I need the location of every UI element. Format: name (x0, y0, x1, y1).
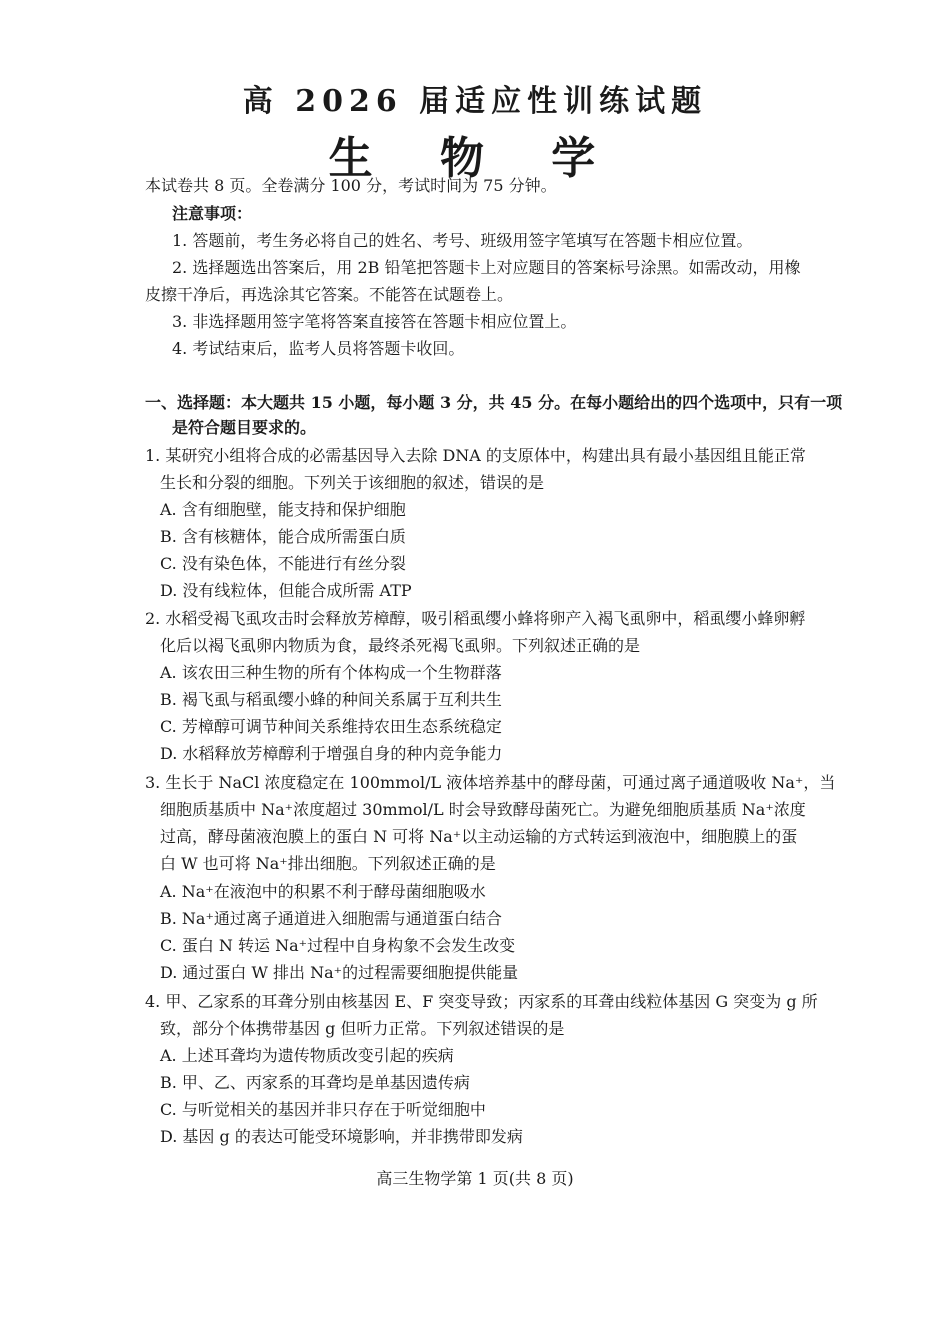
answer-option: A. Na⁺在液泡中的积累不利于酵母菌细胞吸水 (160, 882, 486, 901)
answer-option: C. 蛋白 N 转运 Na⁺过程中自身构象不会发生改变 (160, 936, 516, 955)
question-stem: 致，部分个体携带基因 g 但听力正常。下列叙述错误的是 (160, 1019, 565, 1038)
question-stem: 细胞质基质中 Na⁺浓度超过 30mmol/L 时会导致酵母菌死亡。为避免细胞质基质 Na⁺浓度 (160, 800, 806, 819)
answer-option: D. 没有线粒体，但能合成所需 ATP (160, 581, 412, 600)
answer-option: A. 该农田三种生物的所有个体构成一个生物群落 (160, 663, 502, 682)
question-stem: 过高，酵母菌液泡膜上的蛋白 N 可将 Na⁺以主动运输的方式转运到液泡中，细胞膜上的蛋 (160, 827, 798, 846)
note-line: 3. 非选择题用签字笔将答案直接答在答题卡相应位置上。 (172, 312, 577, 331)
answer-option: B. 含有核糖体，能合成所需蛋白质 (160, 527, 406, 546)
question-stem: 生长和分裂的细胞。下列关于该细胞的叙述，错误的是 (160, 473, 545, 492)
question-stem: 4. 甲、乙家系的耳聋分别由核基因 E、F 突变导致；丙家系的耳聋由线粒体基因 G 突变为 g 所 (145, 992, 818, 1011)
answer-option: D. 基因 g 的表达可能受环境影响，并非携带即发病 (160, 1127, 523, 1146)
note-line: 4. 考试结束后，监考人员将答题卡收回。 (172, 339, 465, 358)
answer-option: A. 含有细胞壁，能支持和保护细胞 (160, 500, 406, 519)
notes-heading: 注意事项： (172, 204, 253, 223)
subject-title: 生 物 学 (328, 133, 622, 184)
answer-option: C. 与听觉相关的基因并非只存在于听觉细胞中 (160, 1100, 486, 1119)
answer-option: B. 褐飞虱与稻虱缨小蜂的种间关系属于互利共生 (160, 690, 502, 709)
answer-option: C. 没有染色体，不能进行有丝分裂 (160, 554, 406, 573)
question-stem: 1. 某研究小组将合成的必需基因导入去除 DNA 的支原体中，构建出具有最小基因组且能正常 (145, 446, 806, 465)
answer-option: A. 上述耳聋均为遗传物质改变引起的疾病 (160, 1046, 454, 1065)
intro-text: 本试卷共 8 页。全卷满分 100 分，考试时间为 75 分钟。 (145, 176, 557, 195)
page-footer: 高三生物学第 1 页(共 8 页) (376, 1169, 574, 1188)
answer-option: D. 水稻释放芳樟醇利于增强自身的种内竞争能力 (160, 744, 503, 763)
question-stem: 3. 生长于 NaCl 浓度稳定在 100mmol/L 液体培养基中的酵母菌，可通过离子通道吸收 Na⁺，当 (145, 773, 836, 792)
answer-option: B. Na⁺通过离子通道进入细胞需与通道蛋白结合 (160, 909, 502, 928)
section-heading: 一、选择题：本大题共 15 小题，每小题 3 分，共 45 分。在每小题给出的四个选项中，只有一项 (145, 393, 843, 412)
answer-option: D. 通过蛋白 W 排出 Na⁺的过程需要细胞提供能量 (160, 963, 519, 982)
answer-option: C. 芳樟醇可调节种间关系维持农田生态系统稳定 (160, 717, 502, 736)
answer-option: B. 甲、乙、丙家系的耳聋均是单基因遗传病 (160, 1073, 470, 1092)
note-line: 2. 选择题选出答案后，用 2B 铅笔把答题卡上对应题目的答案标号涂黑。如需改动，用橡 (172, 258, 801, 277)
section-heading-cont: 是符合题目要求的。 (172, 418, 317, 437)
note-line: 1. 答题前，考生务必将自己的姓名、考号、班级用签字笔填写在答题卡相应位置。 (172, 231, 753, 250)
question-stem: 白 W 也可将 Na⁺排出细胞。下列叙述正确的是 (160, 854, 496, 873)
exam-title: 高 2026 届适应性训练试题 (242, 84, 708, 119)
question-stem: 2. 水稻受褐飞虱攻击时会释放芳樟醇，吸引稻虱缨小蜂将卵产入褐飞虱卵中，稻虱缨小蜂卵孵 (145, 609, 806, 628)
note-line: 皮擦干净后，再选涂其它答案。不能答在试题卷上。 (145, 285, 514, 304)
question-stem: 化后以褐飞虱卵内物质为食，最终杀死褐飞虱卵。下列叙述正确的是 (160, 636, 641, 655)
